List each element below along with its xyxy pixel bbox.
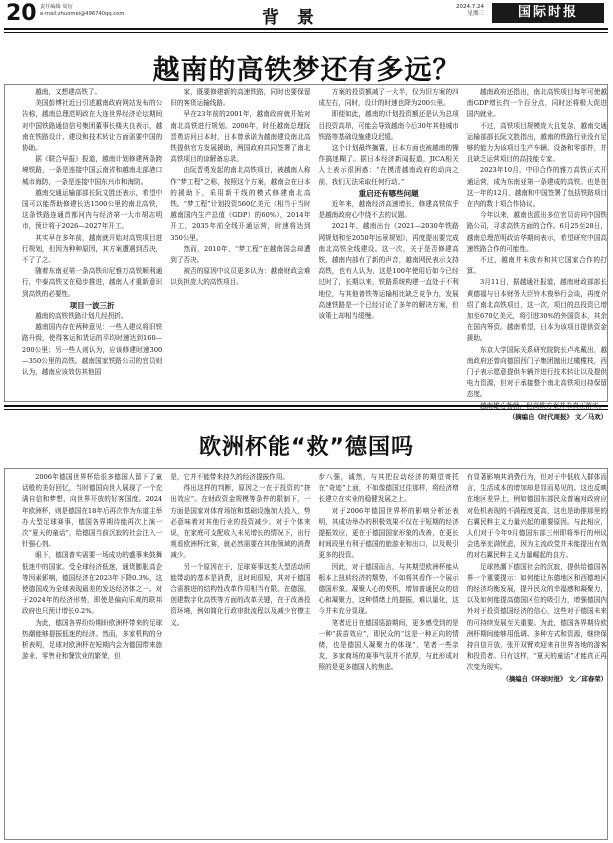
paragraph: 笔者近日在德国巡游期间，更多感受到的是一种“拔苗效应”，即民众的“这是一种正向的情绪，也是德国人凝聚力的体现”，笔者一些亲友，多家商场的赛事气氛并不浓厚，与此形成对照的是更多德国人的焦虑。 <box>318 618 459 672</box>
article1-col-4 <box>466 87 608 421</box>
subheading-1: 项目一波三折 <box>69 300 115 310</box>
article2-title: 欧洲杯能“救”德国吗 <box>199 435 414 460</box>
article2-byline: （摘编自《环球时报》 文／邱春荣） <box>502 674 607 683</box>
article-separator-thin <box>4 409 608 410</box>
page-header <box>0 0 613 30</box>
paragraph: 早在23年前的2001年，越南政府就开始对南北高铁进行规划。2006年，时任越南总理阮晋勇访问日本时，日本曾承诺为越南建设南北高铁提供官方发展援助，两国政府共同签署了南北高铁项目的谅解备忘录。 <box>170 110 311 164</box>
paragraph: 这个计划最终搁置，日本方面也被越南的操作搞迷糊了。据日本经济新闻报道，JICA相关人士表示很困惑：“在摸清越南政府的动向之前，我们无法采取任何行动。” <box>318 144 459 186</box>
header-rule <box>4 28 608 30</box>
paragraph: 另一个原因在于，足球赛事这类大型活动所能带动的基本是消费，且时间很短，其对于德国合需推进的结构性改革作用相当有限。在德国，创建数字化高铁等方面的改革关键，在于改善投资环境，例如简化行政审批流程以及减少官僚主义。 <box>170 562 311 627</box>
paragraph: 近年来，越南经济高速增长，修建高铁似乎是越南政府心中绕不去的议题。 <box>318 200 459 220</box>
paragraph: 然而，2010年，“梦工程”在越南国会却遭到了否决。 <box>170 244 311 265</box>
article1-col-3 <box>319 87 459 400</box>
paragraph: 为此，德国各界纷纷期盼欧洲杯带来的足球热潮能够提振低迷的经济。然而，多家机构的分析表明，足球对欧洲杯在短期内会为德国带来旅游业、零售业和餐饮业的繁荣，但 <box>22 618 163 661</box>
article-separator <box>4 405 608 407</box>
paragraph: 2023年10月，中印合作的雅万高铁正式开通运营，成为东南亚第一条建成的高铁。也是在这一年的12月，越南和中国签署了包括铁路项目在内的数十项合作协议。 <box>466 166 608 209</box>
paragraph: 越南交通运输部部长阮文胜还表示，希望中国可以能帮助修建长达1500公里的南北高铁，这条铁路连通首都河内与经济第一大市胡志明市，预计将于2026—2027年开工。 <box>22 188 163 231</box>
paragraph: 越南雄心勃勃，但高铁方案并未真正落实。 <box>479 401 606 410</box>
paragraph: 被否的原因中议员更多认为：越南财政会难以负担庞大的高铁项目。 <box>170 267 311 287</box>
article1-byline: （摘编自《时代周报》 文／马欢） <box>508 412 607 421</box>
editor-info <box>40 4 124 18</box>
date-line: 2024.7.24 <box>456 4 484 10</box>
paragraph: 即便如此，越南的计划投资额还是认为总项目投资高昂，可能会导致越南今后30年其他城市铁路等基础设施建设迟缓。 <box>318 110 459 141</box>
paragraph: 家，既要修建新的高速铁路，同时也要保留旧的客货运输线路。 <box>170 88 311 108</box>
paragraph: 对于2006年德国世界杯的影响分析还表明，其成功举办的积极效果不仅在于短期的经济提振效应，更在于德国国家形象的改善，在更长时间段里有利于德国的旅游业和出口，以及吸引更多的投资。 <box>318 506 459 560</box>
article2-col-2 <box>170 472 310 836</box>
paragraph: 不过，越南并未放弃和其它国家合作的打算。 <box>466 256 607 276</box>
article2-body <box>22 472 607 836</box>
paragraph: 眼下，德国普实需要一场成功的盛事来鼓舞低迷中的国家。受全球经济低迷，通货膨胀高企等因素影响，德国经济在2023年下降0.3%，这使德国成为全球表现最差的发达经济体之一。对于2024年的经济形势，即使是偏向乐观的联邦政府也只预计增长0.2%。 <box>22 551 163 616</box>
weekday-line: 星期三 <box>467 11 484 17</box>
paragraph: 越南的高铁铁路计划几经拐折。 <box>35 312 128 321</box>
paragraph: 越南国内存在两种意见：一些人建议将旧铁路升级，使得客运和货运的平均时速达到160—200公里；另一些人则认为，应该修建时速300—350公里的高铁。越南国家铁路公司的官员则认为，越南应该效仿其他国 <box>22 323 163 377</box>
paragraph: 由阮晋勇发起的南北高铁项目，被越南人称作“梦工程”之称，按照这个方案，越南会在日本的援助下，采用新干线的模式修建南北高铁。“梦工程”计划投资560亿美元（相当于当时越南国内生产总值（GDP）的60%），2014年开工，2035年前全线开通运营，时速将达到350公里。 <box>170 166 311 242</box>
article1-col-1 <box>22 87 162 400</box>
paragraph: 因此，对于德国而言，与其期望欧洲杯能从根本上扭转经济的颓势，不如将其看作一个展示德国形象、凝聚人心的契机，增加普通民众的信心和凝聚力，这种情绪上的提振，难以量化，这今并未充分显现。 <box>318 562 459 616</box>
paragraph: 今年以来，越南也派出多位官员访问中国铁路公司，寻求高铁方面的合作。6月25至28日，越南总理范明政访华期间表示，希望研究中国高速铁路合作的可能性。 <box>466 211 607 253</box>
paragraph: 随着东南亚第一条高铁印尼雅万高铁顺利通行，中泰高铁又在稳步推进，越南人才重新意识到高铁的必要性。 <box>22 267 163 298</box>
paragraph: 是，它并不能带来持久的经济提振作用。 <box>170 473 289 481</box>
article2-col-4 <box>467 472 607 836</box>
article2-col-1 <box>22 472 162 836</box>
paragraph: 有显著影响其消费行为，但对于中低收入群体而言，生活成本的增加却是显而易见的。这也反映在地区差异上，例如德国东部民众普遍对政府应对危机表现的不满程度更高，这也是助推那里的右翼民粹主义力量兴起的重要原因。与此相应，人们对于今年9月德国东部三州即将举行的州议会选举充满忧虑，因为主流政党并未能提出有效的对右翼民粹主义力量崛起的良方。 <box>466 473 607 560</box>
paragraph: 步八强，诚然，与其把拉动经济的期望寄托在“奇迹”上面，不如像德国过往那样，将经济增长建立在实业的稳健发展之上。 <box>318 473 459 504</box>
paragraph: 2006年德国世界杯给很多德国人留下了童话般的美好回忆，当时德国向世人展现了一个充满自信和梦想，向世界开放的好客国度。2024年欧洲杯，则是德国在18年后再次作为东道主举办大型足球赛事，德国各界期待能再次上演一次“夏天的童话”，给德国当前沉寂的社会注入一针强心剂。 <box>22 473 163 549</box>
paragraph: 不过，高铁项目规模庞大且复杂，越南交通运输部部长阮文胜指出，越南的铁路行业没有足够的能力为该项目生产车辆、设备和零部件，并且缺乏运营项目的高技能专家。 <box>466 121 607 164</box>
section-title: 背 景 <box>262 8 320 28</box>
article1-body <box>22 87 608 421</box>
paragraph: 东京大学国际关系研究院院长卢兆戴出，越南政府还曾向德国西门子集团抛出过橄榄枝，西门子表示愿意提供车辆并进行技术转让以及提供电力资源，但对于承接整个南北高铁项目持保留态度。 <box>466 345 607 399</box>
header-rule-thin <box>4 32 608 33</box>
article2-col-3 <box>319 472 459 836</box>
page-number: 20 <box>6 1 37 26</box>
paragraph: 美国彭博社近日引述越南政府网站发布的公告称，越南总理范明政在大连世界经济论坛期间对中国铁路通信信号集团董事长楼夫良表示，越南在铁路设计、建设和技术转让方面需要中国的协助。 <box>22 99 163 153</box>
issue-date <box>456 4 484 18</box>
paragraph: 得出这样的判断，原因之一在于投资的“挤出效应”。在财政资金规模等条件的限制下，一方面是国家对体育场馆和基础设施加大投入，势必意味着对其他行业的投资减少。对于个体来说，在家庭可支配收入未见增长的情况下，出行观看欧洲杯比赛，就必然需要在其他领域的消费减少。 <box>170 484 311 560</box>
subheading-2: 重启还有哪些问题 <box>358 188 419 198</box>
paragraph: 足球热潮下德国社会的沉寂，提供给德国各界一个重要提示：如何能让东德地区和西德地区的经济均衡发展，提升民众的幸福感和凝聚力，以及如何能提高德国区位的吸引力，增强德国内外对于投资德国经济的信心，这些对于德国未来的可持续发展至关重要。为此，德国各界期待欧洲杯期间能够用低调、多种方式和资源，继续保持自信开放，张开双臂欢迎来自世界各地的游客和投资者。只有这样，“夏天的童话”才能真正再次变为现实。 <box>466 562 607 672</box>
email-line: e-mail:zhuomei@496740qq.com <box>40 11 125 17</box>
paragraph: 其实早在多年前，越南就开始对高铁项目进行规划，但因为种种原因，其方案遭遇到否决，不了了之。 <box>22 233 163 265</box>
paragraph: 2021年，越南出台《2021—2030年铁路网规划和至2050年远景规划》，再度提出要完成南北高铁全线建设。这一次，关于是否修建高铁，越南内部有了新的声音，越南网民表示支持高铁，也有人认为，这是100年使用后如今已经过时了，长期以来，铁路系统构建一直处于不利地位，与其他普铁等运输相比缺乏竞争力，发展高速铁路是一个已经讨论了多年的解决方案，但该策上却相当缓慢。 <box>318 222 459 321</box>
paragraph: 越南，又想建高铁了。 <box>35 88 102 96</box>
newspaper-logo: 国际时报 <box>492 3 604 23</box>
paragraph: 3月11日，据越通社报道，越南财政部部长黄德福与日本财务大臣铃木俊举行会谈，再度介绍了南北高铁项目，这一次，项目的总投资已增加至670亿美元，将引进30%的外国资本，其余在国内筹资。越南希望，日本为该项目提供资金援助。 <box>466 278 607 343</box>
article1-title: 越南的高铁梦还有多远？ <box>152 55 461 86</box>
paragraph: 越南政府还指出，南北高铁项目每年可使越南GDP增长约一个百分点，同时还将极大促进国内就业。 <box>466 88 607 119</box>
paragraph: 据《联合早报》报道，越南计划修建两条跨境铁路，一条是连接中国云南省和越南北部港口城市海防，一条是连接中国东兴市和海防。 <box>22 155 163 186</box>
editor-line: 责任编辑 周衍 <box>40 4 73 10</box>
article1-col-2 <box>170 87 310 400</box>
paragraph: 方案的投资额减了一大半，仅为旧方案的四成左右，同时，设计的时速也降为200公里。 <box>318 88 459 108</box>
